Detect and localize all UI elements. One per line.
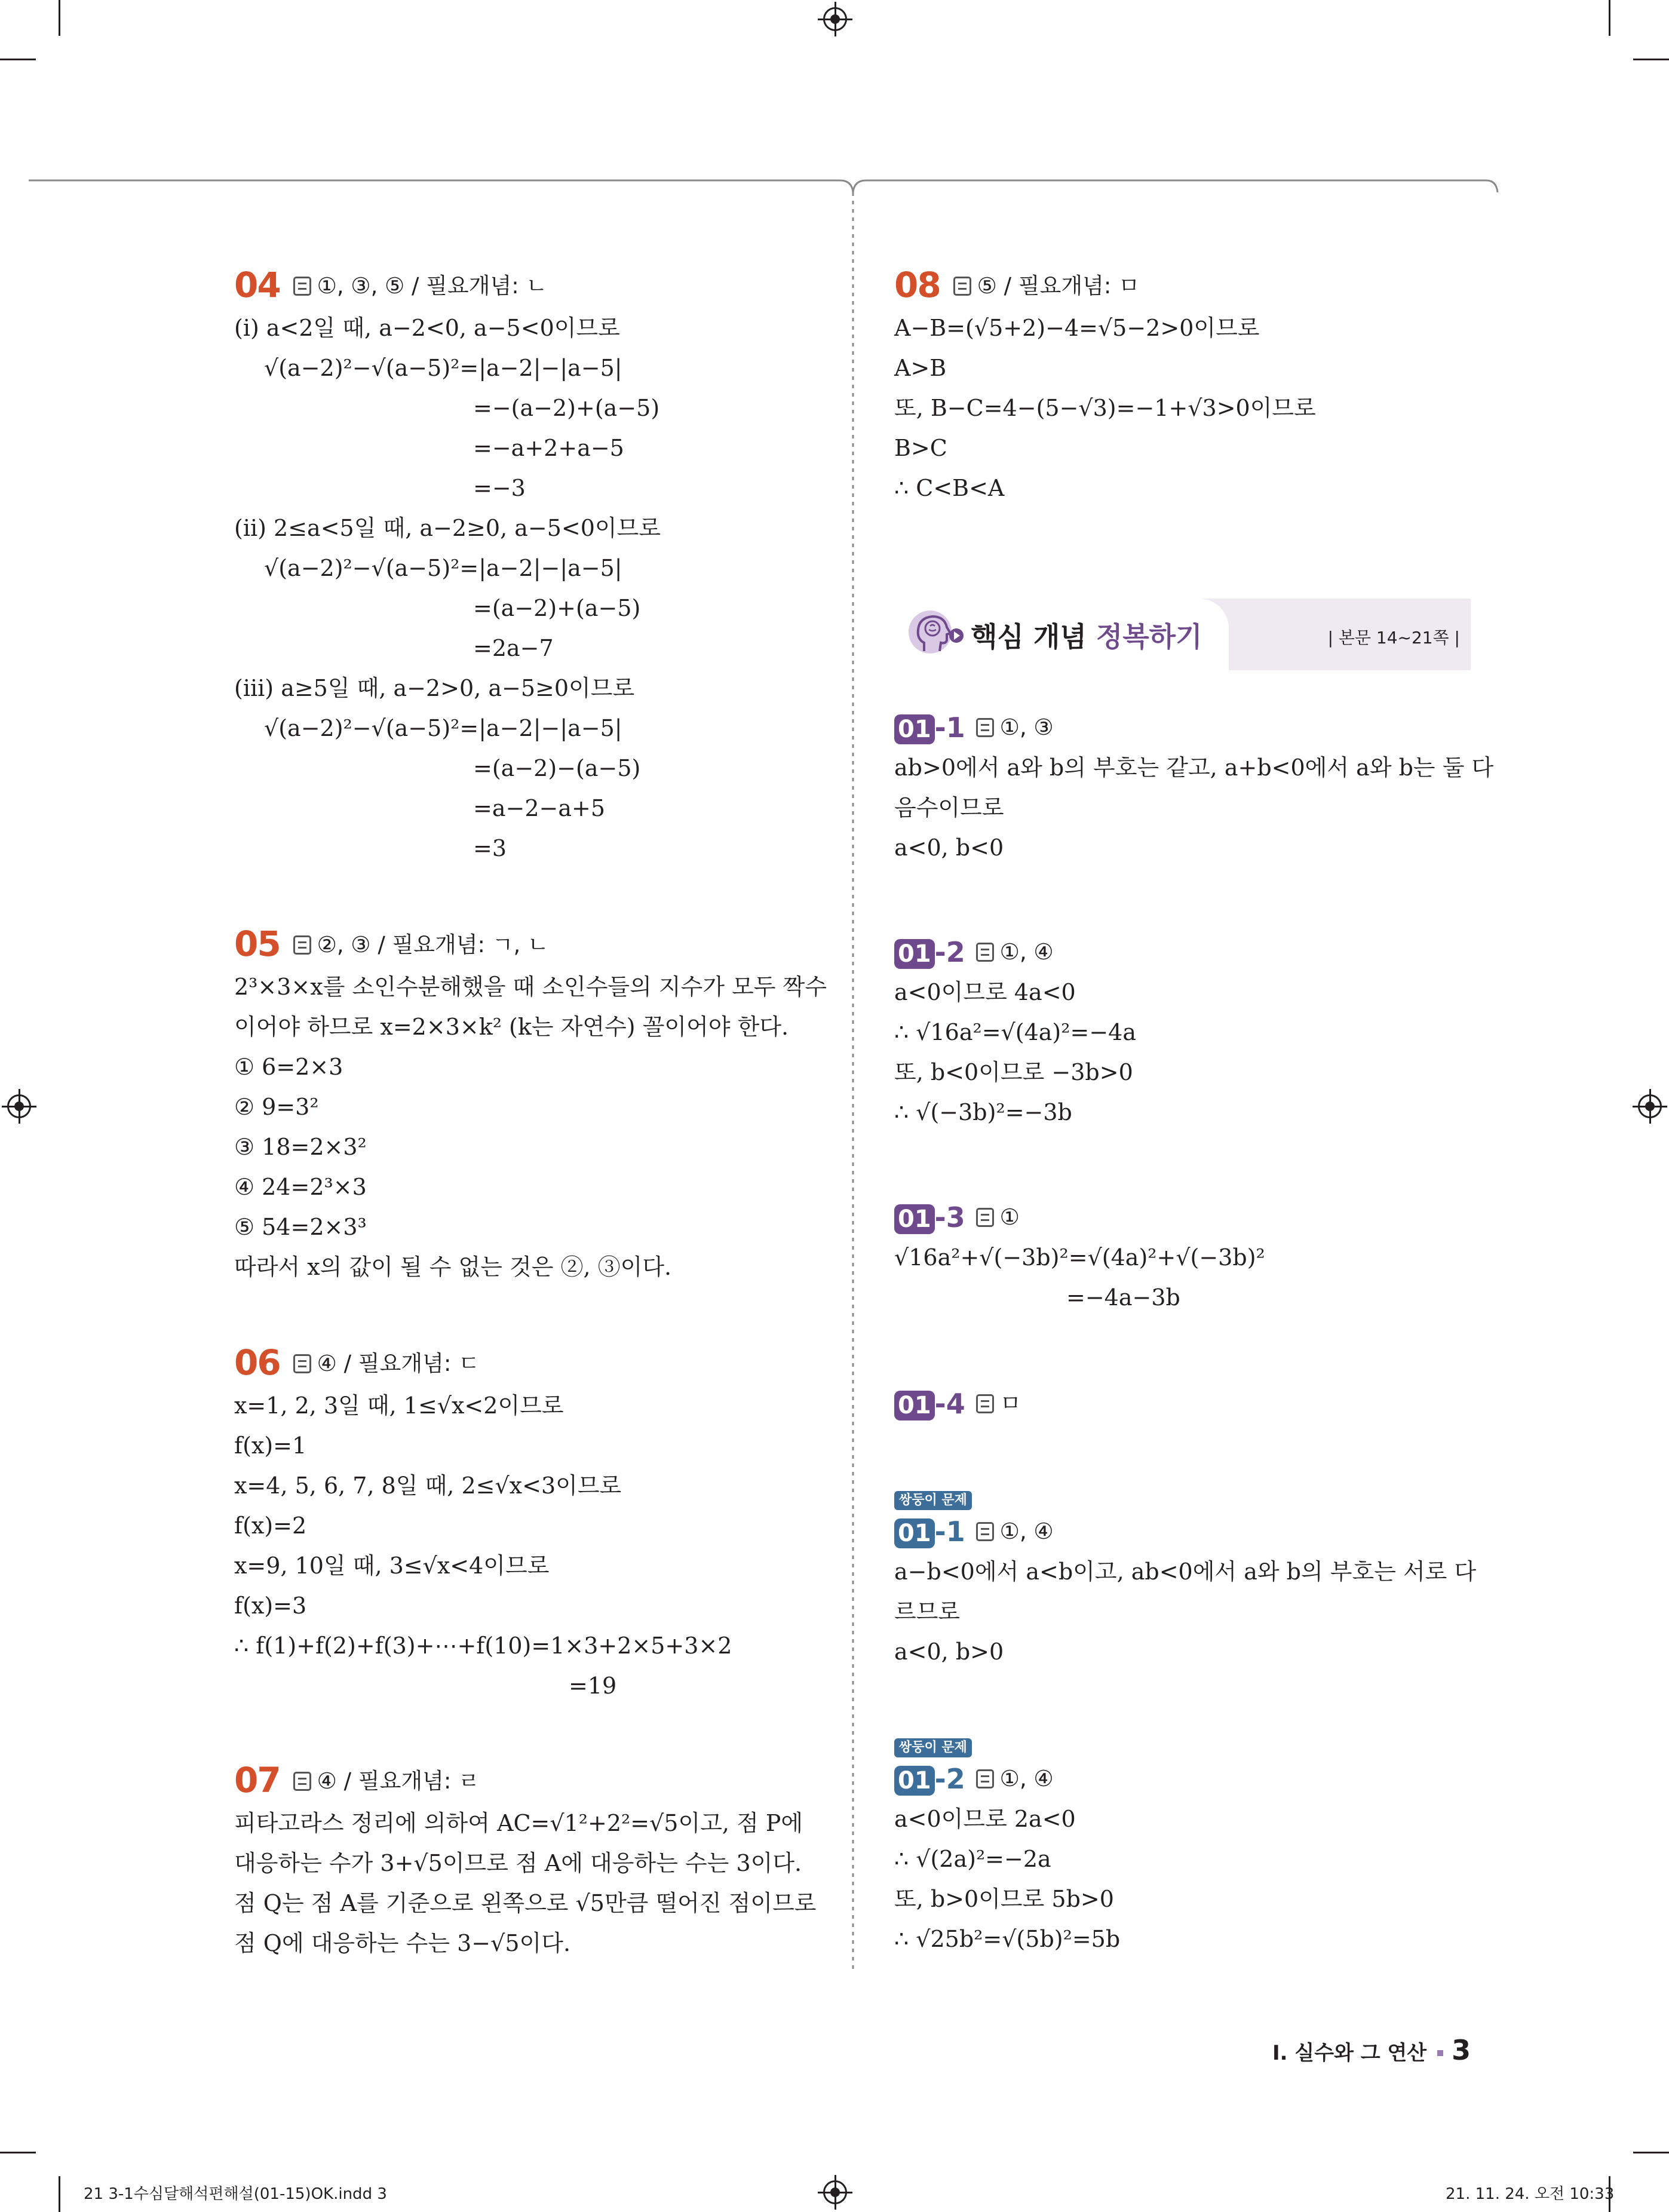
solution-line: ∴ √(−3b)²=−3b [894,1099,1072,1125]
solution-line: f(x)=2 [234,1512,307,1539]
solution-line: =−a+2+a−5 [473,435,624,461]
subproblem-badge: 01 [894,1766,935,1796]
solution-line: 또, b>0이므로 5b>0 [894,1886,1114,1912]
solution-line: x=9, 10일 때, 3≤√x<4이므로 [234,1553,550,1579]
twin-01-1-header [894,1516,1054,1548]
section-title [971,615,1202,655]
solution-line: 대응하는 수가 3+√5이므로 점 A에 대응하는 수는 3이다. [234,1850,802,1876]
subproblem-01-2-header [894,937,1054,969]
problem-08-header [894,265,1140,305]
print-slug-right: 21. 11. 24. 오전 10:33 [1446,2185,1615,2203]
section-title-highlight: 정복하기 [1096,621,1202,653]
answer-icon [953,277,971,296]
page-reference: | 본문 14~21쪽 | [1327,628,1460,648]
answer-text: ④ / 필요개념: ㄷ [317,1351,480,1376]
problem-07-header [234,1760,480,1800]
subproblem-badge: 01 [894,714,935,744]
subproblem-01-4-header [894,1388,1021,1421]
solution-line: =−4a−3b [1066,1284,1180,1311]
solution-line: ④ 24=2³×3 [234,1174,367,1200]
solution-line: √(a−2)²−√(a−5)²=|a−2|−|a−5| [264,355,622,381]
subproblem-badge: 01 [894,1204,935,1234]
solution-line: a<0, b>0 [894,1639,1004,1665]
answer-icon [293,277,311,296]
solution-line: (ⅰ) a<2일 때, a−2<0, a−5<0이므로 [234,315,620,341]
solution-line: 이어야 하므로 x=2×3×k² (k는 자연수) 꼴이어야 한다. [234,1014,789,1040]
subproblem-badge: 01 [894,1391,935,1421]
registration-mark-bottom [823,2180,847,2204]
twin-problem-tag: 쌍둥이 문제 [894,1738,972,1757]
answer-text: ㅁ [999,1391,1021,1416]
registration-mark-top [823,7,847,31]
subproblem-01-3-header [894,1202,1020,1234]
problem-06-header [234,1342,480,1383]
solution-line: 점 Q에 대응하는 수는 3−√5이다. [234,1930,571,1956]
solution-line: ① 6=2×3 [234,1054,343,1080]
solution-line: a<0이므로 4a<0 [894,979,1076,1005]
solution-line: =19 [569,1673,617,1699]
crop-mark [0,59,36,60]
answer-text: ① [999,1204,1020,1230]
crop-mark [1633,2152,1669,2153]
solution-line: ③ 18=2×3² [234,1134,367,1160]
crop-mark [1633,59,1669,60]
answer-text: ①, ③ [999,714,1054,740]
problem-number: 07 [234,1760,280,1800]
solution-line: A>B [894,355,947,381]
solution-line: ∴ √16a²=√(4a)²=−4a [894,1019,1136,1045]
answer-icon [976,1769,994,1788]
solution-line: x=1, 2, 3일 때, 1≤√x<2이므로 [234,1392,564,1419]
solution-line: √16a²+√(−3b)²=√(4a)²+√(−3b)² [894,1244,1265,1271]
solution-line: √(a−2)²−√(a−5)²=|a−2|−|a−5| [264,555,622,581]
solution-line: =3 [473,835,507,861]
chapter-title: Ⅰ. 실수와 그 연산 [1272,2041,1427,2065]
print-slug-left: 21 3-1수심달해석편해설(01-15)OK.indd 3 [84,2185,387,2203]
answer-text: ①, ③, ⑤ / 필요개념: ㄴ [317,273,548,299]
solution-line: =(a−2)−(a−5) [473,755,641,781]
answer-text: ⑤ / 필요개념: ㅁ [977,273,1140,299]
solution-line: =a−2−a+5 [473,795,606,821]
crop-mark [0,2152,36,2153]
subproblem-badge: 01 [894,1518,935,1548]
solution-line: 음수이므로 [894,794,1004,821]
answer-icon [976,1394,994,1413]
subproblem-badge: 01 [894,939,935,969]
solution-line: 또, B−C=4−(5−√3)=−1+√3>0이므로 [894,395,1316,421]
subproblem-suffix: -4 [934,1388,965,1420]
solution-line: a−b<0에서 a<b이고, ab<0에서 a와 b의 부호는 서로 다 [894,1558,1477,1585]
solution-line: ∴ C<B<A [894,475,1005,501]
solution-line: ② 9=3² [234,1094,319,1120]
subproblem-suffix: -2 [934,1763,965,1795]
answer-icon [976,1522,994,1541]
solution-line: 따라서 x의 값이 될 수 없는 것은 ②, ③이다. [234,1254,672,1280]
solution-line: =−3 [473,475,526,501]
solution-line: ∴ √25b²=√(5b)²=5b [894,1926,1121,1952]
crop-mark [59,0,60,36]
solution-line: 점 Q는 점 A를 기준으로 왼쪽으로 √5만큼 떨어진 점이므로 [234,1890,817,1916]
solution-line: B>C [894,435,947,461]
footer-square-icon [1437,2050,1443,2056]
subproblem-suffix: -1 [934,1515,965,1548]
problem-number: 05 [234,924,280,964]
crop-mark [59,2176,60,2212]
answer-text: ①, ④ [999,939,1054,965]
answer-text: ②, ③ / 필요개념: ㄱ, ㄴ [317,932,549,958]
subproblem-suffix: -1 [934,711,965,744]
solution-line: f(x)=1 [234,1432,307,1459]
twin-01-2-header [894,1763,1054,1796]
solution-line: 2³×3×x를 소인수분해했을 때 소인수들의 지수가 모두 짝수 [234,974,827,1000]
solution-line: √(a−2)²−√(a−5)²=|a−2|−|a−5| [264,715,622,741]
answer-icon [293,1772,311,1791]
brain-head-icon [906,605,966,664]
solution-line: =−(a−2)+(a−5) [473,395,660,421]
solution-line: a<0이므로 2a<0 [894,1806,1076,1832]
subproblem-suffix: -3 [934,1201,965,1234]
page-number: 3 [1452,2034,1471,2066]
subproblem-suffix: -2 [934,936,965,968]
solution-line: 피타고라스 정리에 의하여 AC=√1²+2²=√5이고, 점 P에 [234,1810,803,1836]
answer-icon [976,1208,994,1227]
answer-text: ①, ④ [999,1766,1054,1791]
answer-text: ④ / 필요개념: ㄹ [317,1768,480,1794]
problem-05-header [234,924,549,964]
answer-icon [976,943,994,962]
problem-number: 06 [234,1342,280,1383]
answer-icon [293,1354,311,1373]
solution-line: 르므로 [894,1599,961,1625]
answer-icon [293,935,311,955]
solution-line: x=4, 5, 6, 7, 8일 때, 2≤√x<3이므로 [234,1472,622,1499]
solution-line: =(a−2)+(a−5) [473,595,641,621]
solution-line: A−B=(√5+2)−4=√5−2>0이므로 [894,315,1260,341]
answer-icon [976,718,994,737]
solution-line: =2a−7 [473,635,554,661]
page-footer [1272,2034,1471,2066]
section-title-plain: 핵심 개념 [971,621,1096,653]
crop-mark [1609,0,1610,36]
section-banner [894,599,1471,670]
solution-line: (ⅲ) a≥5일 때, a−2>0, a−5≥0이므로 [234,675,635,701]
solution-line: ab>0에서 a와 b의 부호는 같고, a+b<0에서 a와 b는 둘 다 [894,754,1494,781]
solution-line: 또, b<0이므로 −3b>0 [894,1059,1133,1085]
solution-line: ⑤ 54=2×3³ [234,1214,367,1240]
solution-line: ∴ √(2a)²=−2a [894,1846,1051,1872]
subproblem-01-1-header [894,712,1054,744]
problem-04-header [234,265,548,305]
twin-problem-tag: 쌍둥이 문제 [894,1491,972,1510]
problem-number: 08 [894,265,940,305]
answer-text: ①, ④ [999,1518,1054,1544]
solution-line: (ⅱ) 2≤a<5일 때, a−2≥0, a−5<0이므로 [234,515,661,541]
solution-line: f(x)=3 [234,1593,307,1619]
solution-line: ∴ f(1)+f(2)+f(3)+⋯+f(10)=1×3+2×5+3×2 [234,1633,732,1659]
problem-number: 04 [234,265,280,305]
solution-line: a<0, b<0 [894,835,1004,861]
